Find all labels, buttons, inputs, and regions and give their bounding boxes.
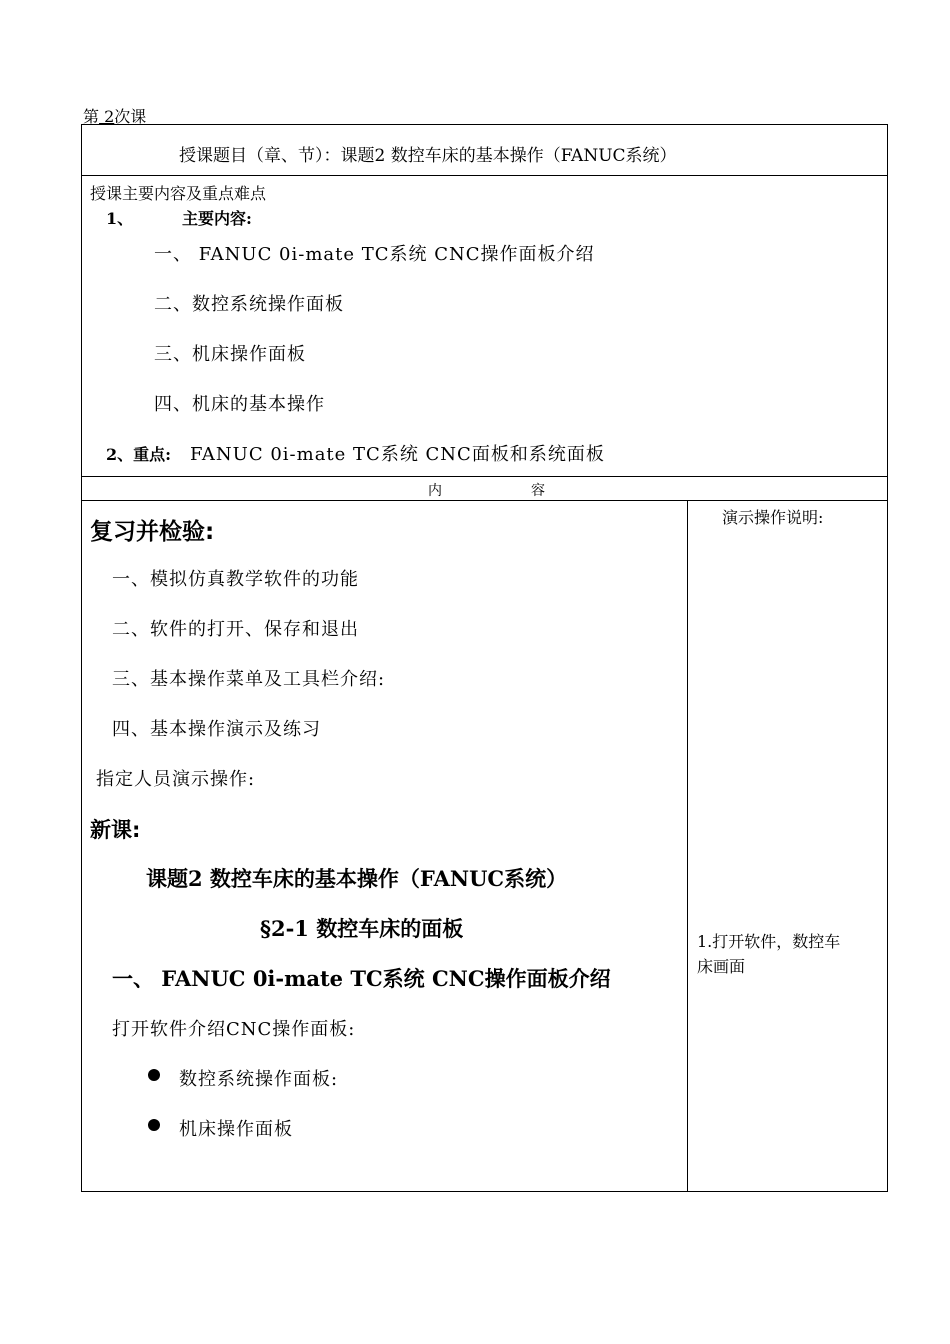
bullet-dot-icon xyxy=(148,1069,160,1081)
section1-title: 主要内容: xyxy=(182,209,252,228)
demo-note-line1: 1.打开软件，数控车 xyxy=(697,932,841,951)
main-item-1: 一、 FANUC 0i-mate TC系统 CNC操作面板介绍 xyxy=(154,244,595,265)
content-column xyxy=(82,501,688,1191)
bullet-item-2: 机床操作面板 xyxy=(179,1119,293,1140)
course-title: 课题2 数控车床的基本操作（FANUC系统） xyxy=(146,866,568,891)
bullet-dot-icon xyxy=(148,1119,160,1131)
section-title: §2-1 数控车床的面板 xyxy=(260,916,464,941)
part1-title: 一、 FANUC 0i-mate TC系统 CNC操作面板介绍 xyxy=(112,966,611,991)
main-item-3: 三、机床操作面板 xyxy=(154,344,306,365)
content-header-row xyxy=(82,477,887,501)
main-content-row xyxy=(82,176,887,477)
title-row xyxy=(82,125,887,176)
demo-note-line2: 床画面 xyxy=(697,957,746,976)
main-content-label: 授课主要内容及重点难点 xyxy=(90,184,267,203)
review-item-1: 一、模拟仿真教学软件的功能 xyxy=(112,569,359,590)
review-item-2: 二、软件的打开、保存和退出 xyxy=(112,619,359,640)
lesson-count: 2 xyxy=(99,107,115,126)
lesson-suffix: 次课 xyxy=(114,107,147,126)
main-item-4: 四、机床的基本操作 xyxy=(154,394,325,415)
key-point-label: 2、重点: xyxy=(106,445,172,464)
content-header-right: 容 xyxy=(531,483,545,499)
main-item-2: 二、数控系统操作面板 xyxy=(154,294,344,315)
new-lesson-title: 新课: xyxy=(90,818,141,842)
assign-text: 指定人员演示操作: xyxy=(96,769,256,790)
content-header-left: 内 xyxy=(428,483,442,499)
key-point-text: FANUC 0i-mate TC系统 CNC面板和系统面板 xyxy=(190,444,605,465)
demo-column xyxy=(688,501,887,1191)
bullet-item-1: 数控系统操作面板: xyxy=(179,1069,339,1090)
lesson-plan-table xyxy=(81,124,888,1192)
demo-title: 演示操作说明: xyxy=(722,508,824,527)
lesson-title: 授课题目（章、节）：课题2 数控车床的基本操作（FANUC系统） xyxy=(179,146,677,166)
review-item-4: 四、基本操作演示及练习 xyxy=(112,719,321,740)
review-item-3: 三、基本操作菜单及工具栏介绍: xyxy=(112,669,386,690)
lesson-prefix: 第 xyxy=(83,107,100,126)
section1-number: 1、 xyxy=(106,209,134,228)
open-text: 打开软件介绍CNC操作面板: xyxy=(112,1019,356,1040)
review-title: 复习并检验: xyxy=(90,519,215,545)
